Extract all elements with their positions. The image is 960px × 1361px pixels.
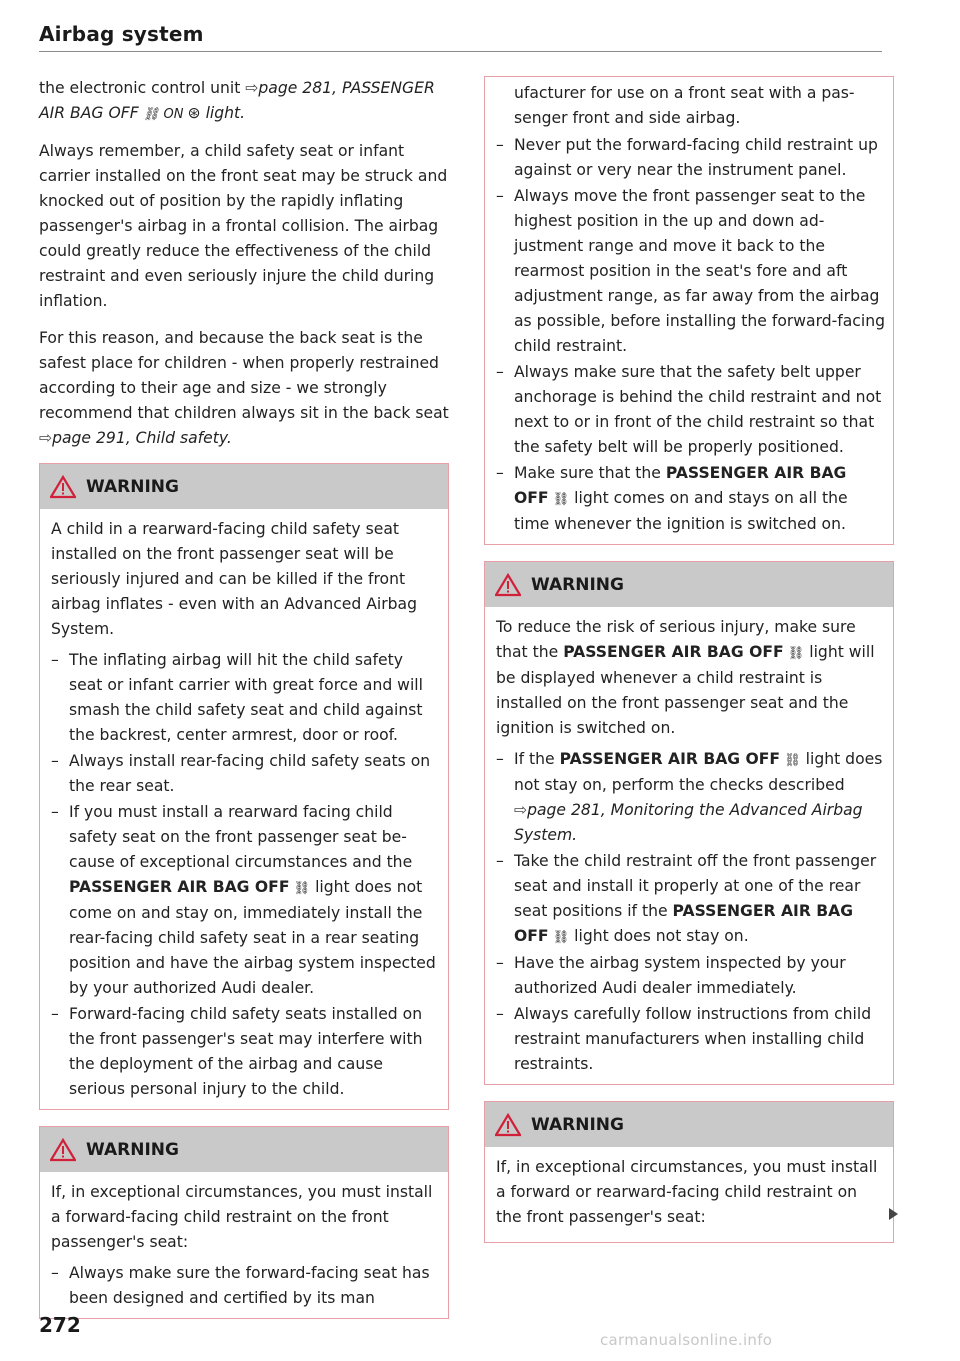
warning-box-continued	[484, 76, 894, 545]
passenger-airbag-off-icon: ⛓	[783, 646, 805, 661]
warning-box-forward-seat	[39, 1126, 449, 1319]
continue-arrow-icon	[889, 1208, 898, 1220]
left-column	[39, 76, 449, 1335]
warning-header: WARNING	[485, 1102, 893, 1147]
passenger-airbag-off-icon: ⛓	[780, 753, 801, 768]
warning-header: WARNING	[485, 562, 893, 607]
list-item: – Make sure that the PASSENGER AIR BAG OFF ⛓ light comes on and stays on all the time whenever the ignition is switched on.	[496, 461, 885, 537]
list-item: – Always make sure that the safety belt upper anchorage is behind the child restraint and not next to or in front of the child restraint so that the safety belt will be properly positioned.	[496, 360, 885, 460]
section-title: Airbag system	[39, 22, 204, 46]
list-item: – Always move the front passenger seat to the highest position in the up and down adjustment range and move it back to the rearmost position in the seat's fore and aft adjustment range, as far away from the airbag as possible, before installing the forward-facing child restraint.	[496, 184, 885, 359]
list-item: – The inflating airbag will hit the child safety seat or infant carrier with great force and will smash the child safety seat and child against the backrest, center armrest, door or roof.	[51, 648, 440, 748]
warning-triangle-icon	[50, 475, 76, 499]
warning-list	[51, 648, 440, 1102]
warning-triangle-icon	[495, 573, 521, 597]
warning-list	[496, 747, 885, 1077]
watermark: carmanualsonline.info	[600, 1331, 773, 1349]
continued-text: ufacturer for use on a front seat with a passenger front and side airbag.	[514, 84, 855, 127]
header-divider	[39, 51, 882, 52]
list-item: – Take the child restraint off the front passenger seat and install it properly at one of the rear seat positions if the PASSENGER AIR BAG OFF ⛓ light does not stay on.	[496, 849, 885, 950]
warning-header: WARNING	[40, 464, 448, 509]
warning-box-rearward-seat	[39, 463, 449, 1110]
warning-header: WARNING	[40, 1127, 448, 1172]
list-item: – Never put the forward-facing child restraint up against or very near the instrument panel.	[496, 133, 885, 183]
warning-list	[496, 133, 885, 537]
list-item: – Forward-facing child safety seats installed on the front passenger's seat may interfere with the deployment of the airbag and cause serious personal injury to the child.	[51, 1002, 440, 1102]
warning-intro: If, in exceptional circumstances, you must install a forward-facing child restraint on the front passenger's seat:	[51, 1183, 433, 1251]
list-item: – Have the airbag system inspected by your authorized Audi dealer immediately.	[496, 951, 885, 1001]
warning-intro: To reduce the risk of serious injury, make sure that the PASSENGER AIR BAG OFF ⛓ light will be displayed whenever a child restraint is installed on the front passenger seat and the ignition is switched on.	[496, 618, 875, 737]
page-number: 272	[39, 1313, 81, 1337]
warning-triangle-icon	[495, 1113, 521, 1137]
paragraph-intro: the electronic control unit ⇨page 281, PASSENGER AIR BAG OFF ⛓ ON ⊛ light.	[39, 79, 435, 122]
list-item: – If you must install a rearward facing child safety seat on the front passenger seat because of exceptional circumstances and the PASSENGER AIR BAG OFF ⛓ light does not come on and stay on, immediately install the rear-facing child safety seat in a rear seating position and have the airbag system inspected by your authorized Audi dealer.	[51, 800, 440, 1001]
link-page-291[interactable]: ⇨page 291, Child safety.	[39, 429, 232, 447]
warning-box-exceptional	[484, 1101, 894, 1243]
link-page-281-monitoring[interactable]: ⇨page 281, Monitoring the Advanced Airbag System.	[514, 801, 863, 844]
passenger-airbag-off-icon: ⛓ ON	[138, 107, 188, 122]
warning-intro: A child in a rearward-facing child safety seat installed on the front passenger seat will be seriously injured and can be killed if the front airbag inflates - even with an Advanced Airbag System.	[51, 520, 418, 638]
warning-list	[51, 1261, 440, 1311]
link-page-281[interactable]: ⇨page 281, PASSENGER AIR BAG OFF ⛓ ON ⊛ light.	[39, 79, 435, 122]
passenger-airbag-off-icon: ⛓	[289, 881, 311, 896]
passenger-airbag-off-icon: ⛓	[548, 930, 570, 945]
passenger-airbag-off-icon: ⛓	[548, 492, 570, 507]
paragraph-back-seat: For this reason, and because the back seat is the safest place for children - when properly restrained according to their age and size - we strongly recommend that children always sit in the back seat ⇨page 291, Child safety.	[39, 329, 449, 447]
warning-triangle-icon	[50, 1138, 76, 1162]
list-item: – Always install rear-facing child safety seats on the rear seat.	[51, 749, 440, 799]
list-item: – Always make sure the forward-facing seat has been designed and certified by its man	[51, 1261, 440, 1311]
paragraph-child-seat-risk: Always remember, a child safety seat or infant carrier installed on the front seat may be struck and knocked out of position by the rapidly inflating passenger's airbag in a frontal collision. The airbag could greatly reduce the effectiveness of the child restraint and even seriously injure the child during inflation.	[39, 142, 448, 310]
right-column	[484, 76, 894, 1259]
warning-box-indicator-light	[484, 561, 894, 1085]
warning-intro: If, in exceptional circumstances, you must install a forward or rearward-facing child restraint on the front passenger's seat:	[496, 1158, 878, 1226]
list-item: – If the PASSENGER AIR BAG OFF ⛓ light does not stay on, perform the checks described ⇨page 281, Monitoring the Advanced Airbag System.	[496, 747, 885, 848]
list-item: – Always carefully follow instructions from child restraint manufacturers when installing child restraints.	[496, 1002, 885, 1077]
